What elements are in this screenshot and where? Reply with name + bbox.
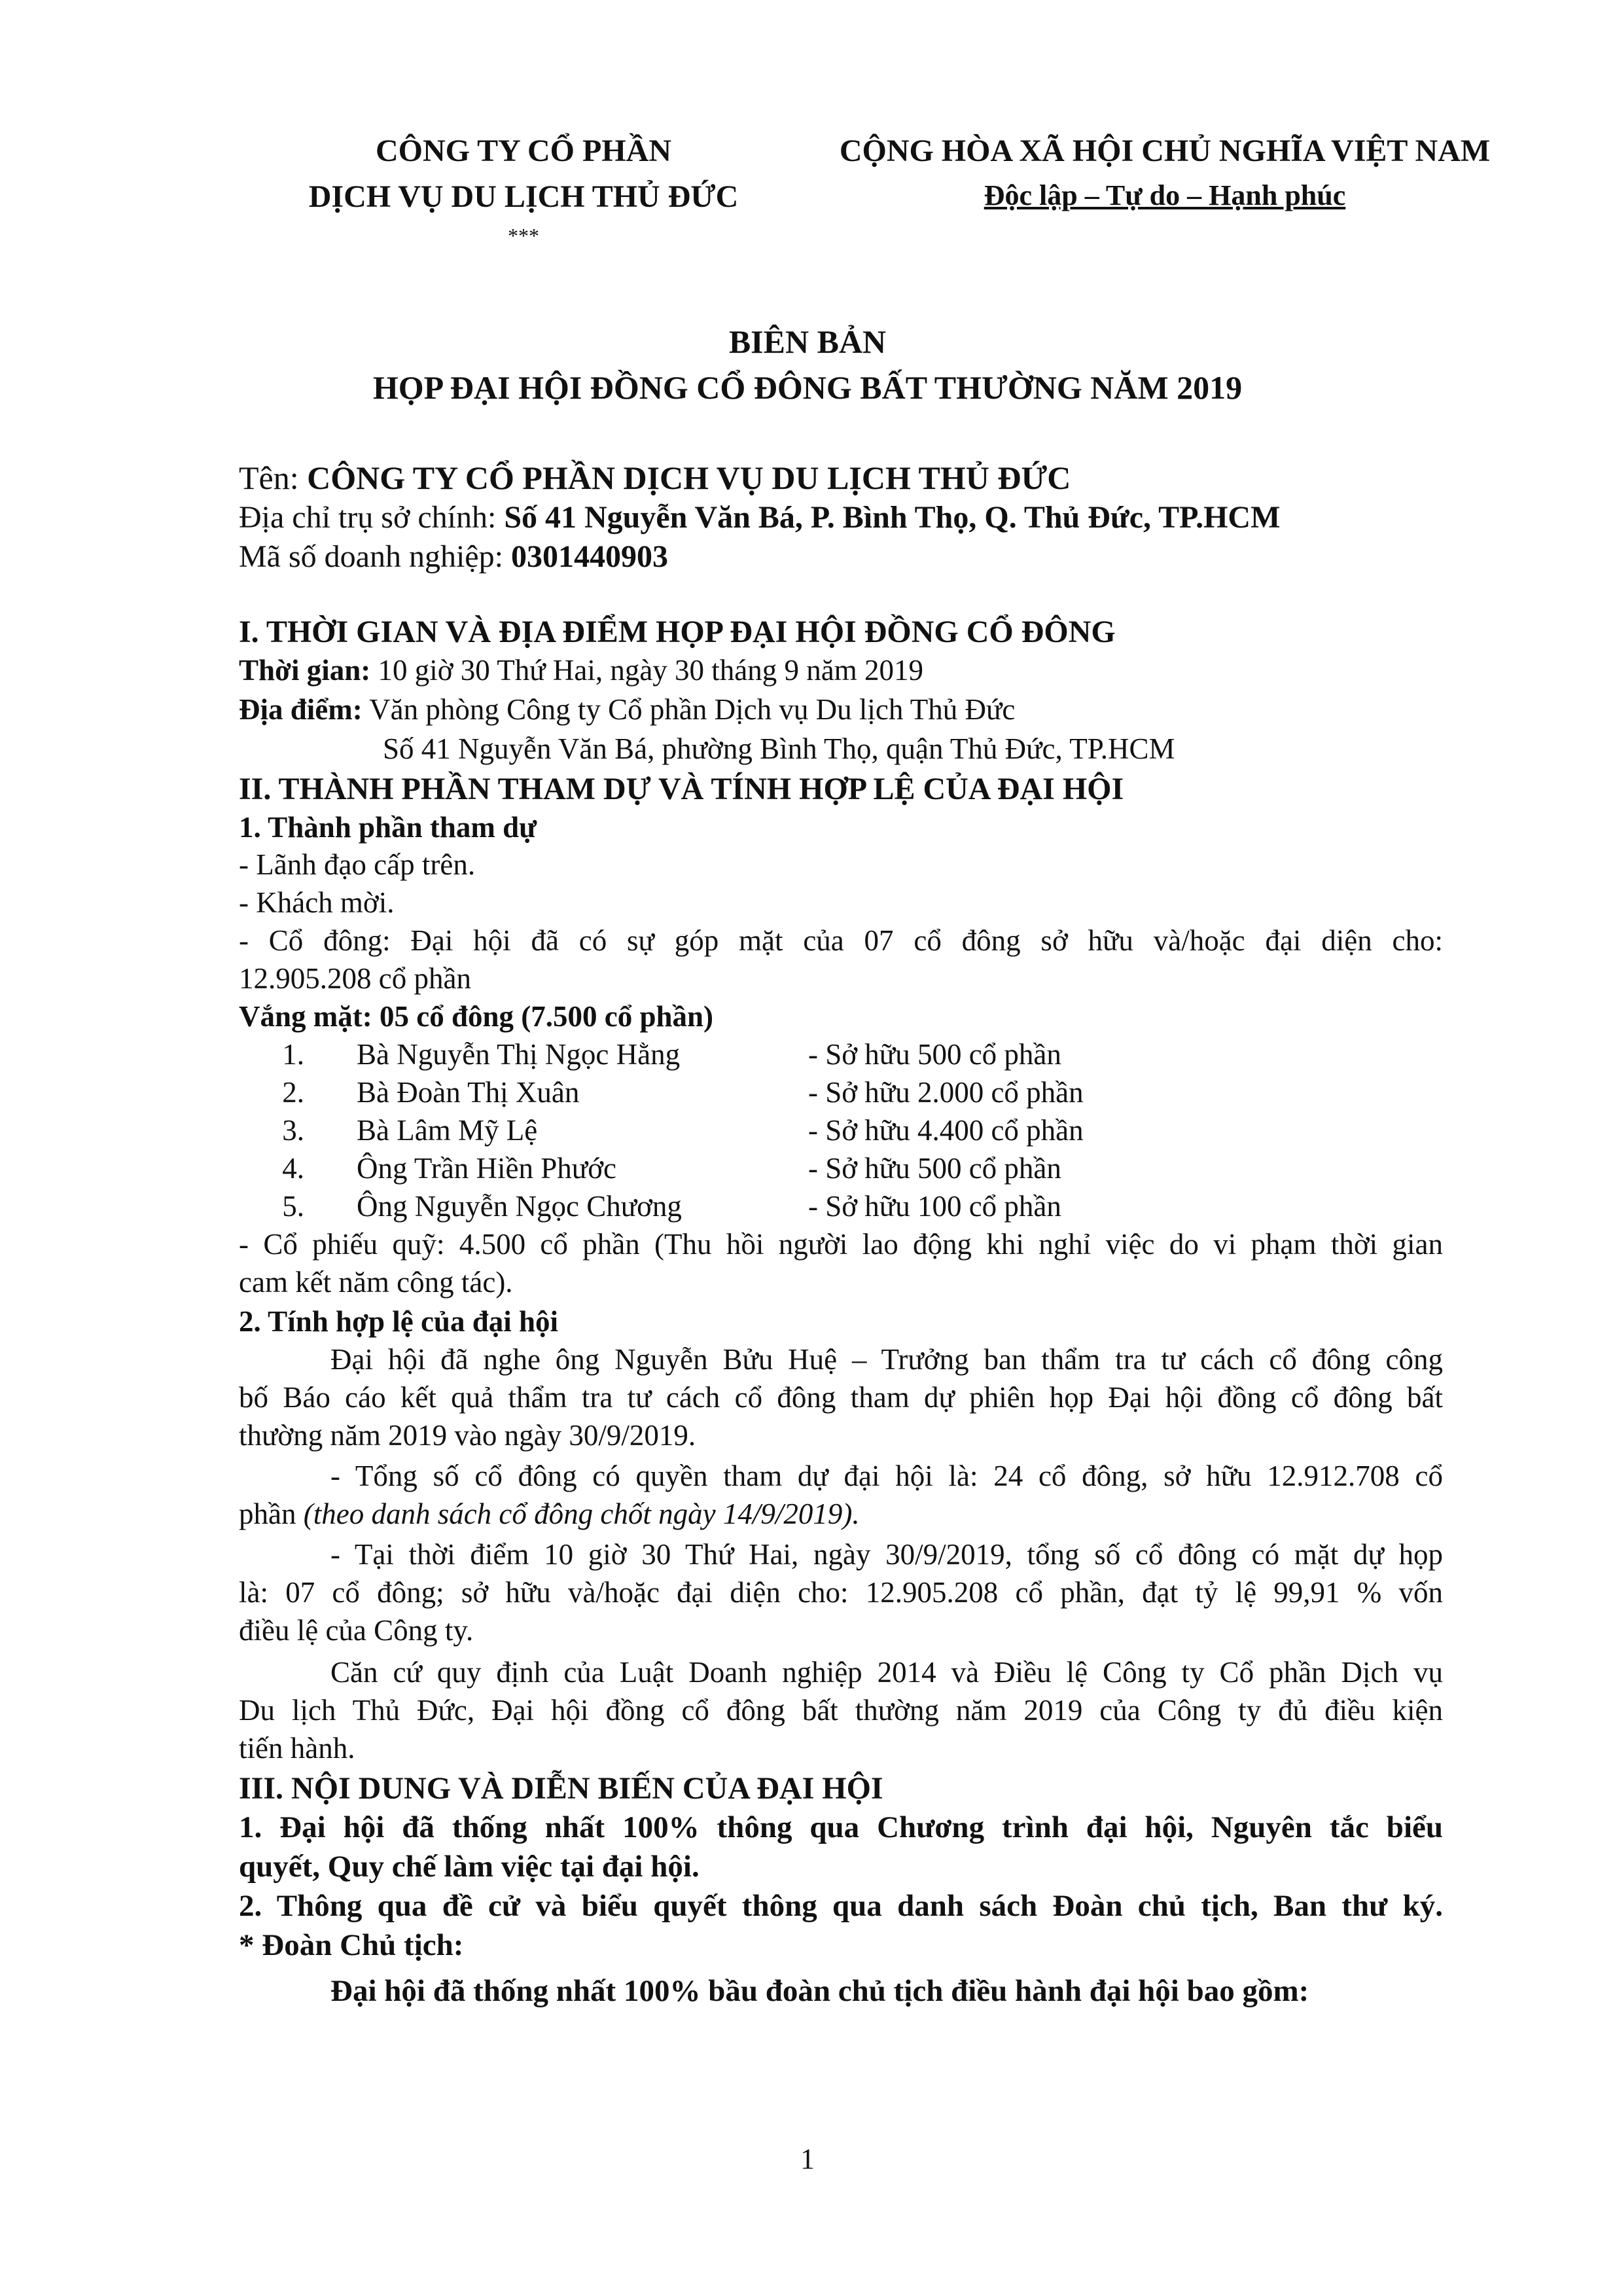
meeting-time-row [239,651,923,690]
absent-heading: Vắng mặt: 05 cổ đông (7.500 cổ phần) [239,1000,714,1033]
meeting-time-value: 10 giờ 30 Thứ Hai, ngày 30 tháng 9 năm 2019 [378,654,923,687]
tax-code-row [239,537,668,577]
absentee-name: Ông Nguyễn Ngọc Chương [357,1190,682,1223]
absentee-shares: - Sở hữu 500 cổ phần [808,1038,1061,1071]
meeting-time-label: Thời gian: [239,654,371,687]
presidium-heading: * Đoàn Chủ tịch: [239,1928,464,1962]
absentee-number: 3. [282,1114,304,1147]
document-title: BIÊN BẢN [728,323,887,360]
absentee-number: 2. [282,1076,304,1109]
absentee-name: Bà Lâm Mỹ Lệ [357,1114,538,1147]
tax-code-label: Mã số doanh nghiệp: [239,539,503,574]
validity-paragraph-1-line2: bố Báo cáo kết quả thẩm tra tư cách cổ đông tham dự phiên họp Đại hội đồng cổ đông bất [239,1381,1443,1414]
section-2-heading: II. THÀNH PHẦN THAM DỰ VÀ TÍNH HỢP LỆ CỦA ĐẠI HỘI [239,772,1124,806]
company-name-line2: DỊCH VỤ DU LỊCH THỦ ĐỨC [308,179,739,214]
validity-paragraph-3-line3: điều lệ của Công ty. [239,1614,474,1647]
validity-paragraph-4-line2: Du lịch Thủ Đức, Đại hội đồng cổ đông bất thường năm 2019 của Công ty đủ điều kiện [239,1694,1443,1727]
address-value: Số 41 Nguyễn Văn Bá, P. Bình Thọ, Q. Thủ Đức, TP.HCM [504,500,1281,535]
validity-paragraph-2: - Tổng số cổ đông có quyền tham dự đại hội là: 24 cổ đông, sở hữu 12.912.708 cổ [330,1460,1443,1492]
meeting-place-line1: Văn phòng Công ty Cổ phần Dịch vụ Du lịch Thủ Đức [369,693,1016,726]
validity-paragraph-2-text: phần [239,1498,304,1530]
attendee-shareholders-shares: 12.905.208 cổ phần [239,962,471,995]
section-1-heading: I. THỜI GIAN VÀ ĐỊA ĐIỂM HỌP ĐẠI HỘI ĐỒNG CỔ ĐÔNG [239,615,1116,649]
validity-paragraph-1: Đại hội đã nghe ông Nguyễn Bửu Huệ – Trưởng ban thẩm tra tư cách cổ đông công [330,1343,1443,1376]
meeting-place-label: Địa điểm: [239,693,363,726]
absentee-name: Bà Nguyễn Thị Ngọc Hằng [357,1038,681,1071]
attendee-guests: - Khách mời. [239,886,395,919]
absentee-number: 4. [282,1152,304,1185]
treasury-shares-cont: cam kết năm công tác). [239,1266,513,1299]
validity-paragraph-2-line2 [239,1495,860,1534]
presidium-text: Đại hội đã thống nhất 100% bầu đoàn chủ tịch điều hành đại hội bao gồm: [330,1974,1309,2008]
validity-paragraph-4: Căn cứ quy định của Luật Doanh nghiệp 2014 và Điều lệ Công ty Cổ phần Dịch vụ [330,1656,1443,1689]
section-3-item-2: 2. Thông qua đề cử và biểu quyết thông qua danh sách Đoàn chủ tịch, Ban thư ký. [239,1889,1443,1923]
absentee-shares: - Sở hữu 500 cổ phần [808,1152,1061,1185]
address-label: Địa chỉ trụ sở chính: [239,500,497,535]
national-title: CỘNG HÒA XÃ HỘI CHỦ NGHĨA VIỆT NAM [839,134,1491,168]
company-name-value: CÔNG TY CỔ PHẦN DỊCH VỤ DU LỊCH THỦ ĐỨC [307,459,1071,496]
absentee-shares: - Sở hữu 100 cổ phần [808,1190,1061,1223]
absentee-shares: - Sở hữu 4.400 cổ phần [808,1114,1084,1147]
subsection-validity: 2. Tính hợp lệ của đại hội [239,1305,559,1338]
section-3-heading: III. NỘI DUNG VÀ DIỄN BIẾN CỦA ĐẠI HỘI [239,1771,883,1806]
address-row [239,497,1280,538]
validity-paragraph-1-line3: thường năm 2019 vào ngày 30/9/2019. [239,1419,696,1452]
meeting-place-line2: Số 41 Nguyễn Văn Bá, phường Bình Thọ, quận Thủ Đức, TP.HCM [383,732,1175,765]
page-number: 1 [800,2143,815,2175]
section-3-item-1: 1. Đại hội đã thống nhất 100% thông qua Chương trình đại hội, Nguyên tắc biểu [239,1810,1443,1844]
absentee-number: 1. [282,1038,304,1071]
absentee-name: Bà Đoàn Thị Xuân [357,1076,580,1109]
validity-paragraph-2-note: (theo danh sách cổ đông chốt ngày 14/9/2019). [303,1498,860,1530]
company-name-line1: CÔNG TY CỔ PHẦN [375,134,671,168]
section-3-item-1-line2: quyết, Quy chế làm việc tại đại hội. [239,1850,700,1884]
validity-paragraph-4-line3: tiến hành. [239,1732,355,1765]
attendee-leaders: - Lãnh đạo cấp trên. [239,848,476,881]
meeting-place-row [239,691,1015,729]
company-name-label: Tên: [239,459,299,496]
absentee-name: Ông Trần Hiền Phước [357,1152,616,1185]
subsection-attendees: 1. Thành phần tham dự [239,811,537,844]
tax-code-value: 0301440903 [510,539,668,574]
treasury-shares: - Cổ phiếu quỹ: 4.500 cổ phần (Thu hồi người lao động khi nghỉ việc do vi phạm thời gian [239,1228,1443,1261]
national-motto: Độc lập – Tự do – Hạnh phúc [984,179,1346,211]
validity-paragraph-3: - Tại thời điểm 10 giờ 30 Thứ Hai, ngày 30/9/2019, tổng số cổ đông có mặt dự họp [330,1538,1443,1571]
company-name-row [239,457,1071,499]
header-stars: *** [508,224,539,247]
absentee-shares: - Sở hữu 2.000 cổ phần [808,1076,1084,1109]
absentee-number: 5. [282,1190,304,1223]
attendee-shareholders: - Cổ đông: Đại hội đã có sự góp mặt của 07 cổ đông sở hữu và/hoặc đại diện cho: [239,924,1443,957]
document-subtitle: HỌP ĐẠI HỘI ĐỒNG CỔ ĐÔNG BẤT THƯỜNG NĂM 2019 [372,369,1243,406]
validity-paragraph-3-line2: là: 07 cổ đông; sở hữu và/hoặc đại diện cho: 12.905.208 cổ phần, đạt tỷ lệ 99,91 % vốn [239,1576,1443,1609]
